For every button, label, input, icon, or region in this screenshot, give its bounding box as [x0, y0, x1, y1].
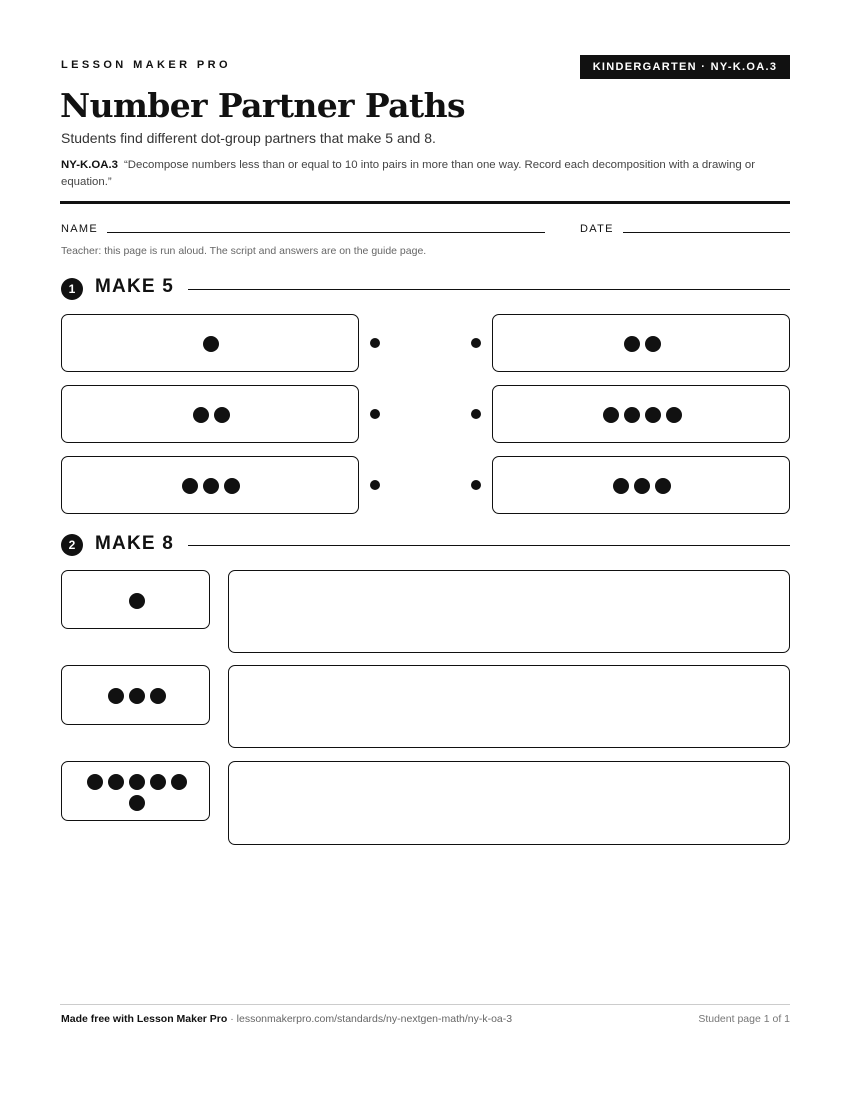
make5-left-box-2	[61, 385, 359, 443]
dot-group	[62, 457, 360, 515]
dot	[203, 478, 219, 494]
match-point-right-3[interactable]	[471, 480, 481, 490]
footer-credit	[61, 1013, 512, 1025]
section-2-rule	[188, 545, 790, 546]
dot	[624, 407, 640, 423]
footer-separator: ·	[227, 1013, 237, 1025]
name-field[interactable]	[107, 232, 545, 233]
section-1-number: 1	[61, 278, 83, 300]
dot-group	[493, 386, 791, 444]
dot	[645, 336, 661, 352]
make8-draw-box-2[interactable]	[228, 665, 790, 748]
dot	[613, 478, 629, 494]
dot	[666, 407, 682, 423]
header-divider	[60, 201, 790, 204]
grade-standard-badge: KINDERGARTEN · NY-K.OA.3	[580, 55, 790, 79]
match-point-left-3[interactable]	[370, 480, 380, 490]
footer-page-number: Student page 1 of 1	[698, 1013, 790, 1025]
match-point-right-1[interactable]	[471, 338, 481, 348]
date-label: DATE	[580, 223, 614, 235]
make5-right-box-2	[492, 385, 790, 443]
dot-group	[62, 571, 211, 630]
dot	[624, 336, 640, 352]
make8-draw-box-3[interactable]	[228, 761, 790, 845]
make5-left-box-1	[61, 314, 359, 372]
dot	[203, 336, 219, 352]
make5-right-box-1	[492, 314, 790, 372]
dot-group	[493, 457, 791, 515]
section-1-rule	[188, 289, 790, 290]
dot-group	[62, 386, 360, 444]
dot	[182, 478, 198, 494]
dot-group	[84, 762, 189, 822]
dot	[171, 774, 187, 790]
page-title: Number Partner Paths	[60, 86, 465, 125]
dot	[129, 774, 145, 790]
dot	[634, 478, 650, 494]
section-1-title: MAKE 5	[95, 276, 174, 297]
dot	[129, 795, 145, 811]
make8-given-box-3	[61, 761, 210, 821]
name-label: NAME	[61, 223, 98, 235]
dot	[603, 407, 619, 423]
brand-name: LESSON MAKER PRO	[61, 59, 231, 71]
dot	[108, 688, 124, 704]
dot	[193, 407, 209, 423]
dot	[150, 774, 166, 790]
dot	[214, 407, 230, 423]
match-point-left-1[interactable]	[370, 338, 380, 348]
dot	[645, 407, 661, 423]
standard-code: NY-K.OA.3	[61, 159, 118, 171]
footer-made-with: Made free with Lesson Maker Pro	[61, 1013, 228, 1025]
dot-group	[62, 315, 360, 373]
make8-given-box-1	[61, 570, 210, 629]
section-2-title: MAKE 8	[95, 533, 174, 554]
teacher-note: Teacher: this page is run aloud. The script and answers are on the guide page.	[61, 245, 427, 257]
make8-given-box-2	[61, 665, 210, 725]
date-field[interactable]	[623, 232, 790, 233]
match-point-left-2[interactable]	[370, 409, 380, 419]
standard-text: “Decompose numbers less than or equal to 10 into pairs in more than one way. Record each decomposition with a drawing or equation.”	[61, 159, 756, 188]
dot	[150, 688, 166, 704]
dot	[655, 478, 671, 494]
dot	[129, 593, 145, 609]
section-2-number: 2	[61, 534, 83, 556]
dot	[224, 478, 240, 494]
dot	[108, 774, 124, 790]
page-subtitle: Students find different dot-group partners that make 5 and 8.	[61, 130, 436, 146]
footer-url-link[interactable]: lessonmakerpro.com/standards/ny-nextgen-math/ny-k-oa-3	[236, 1013, 513, 1025]
make5-left-box-3	[61, 456, 359, 514]
dot	[129, 688, 145, 704]
dot-group	[493, 315, 791, 373]
dot-group	[62, 666, 211, 726]
dot	[87, 774, 103, 790]
standard-statement	[61, 157, 796, 191]
make8-draw-box-1[interactable]	[228, 570, 790, 653]
match-point-right-2[interactable]	[471, 409, 481, 419]
footer-divider	[60, 1004, 790, 1005]
make5-right-box-3	[492, 456, 790, 514]
